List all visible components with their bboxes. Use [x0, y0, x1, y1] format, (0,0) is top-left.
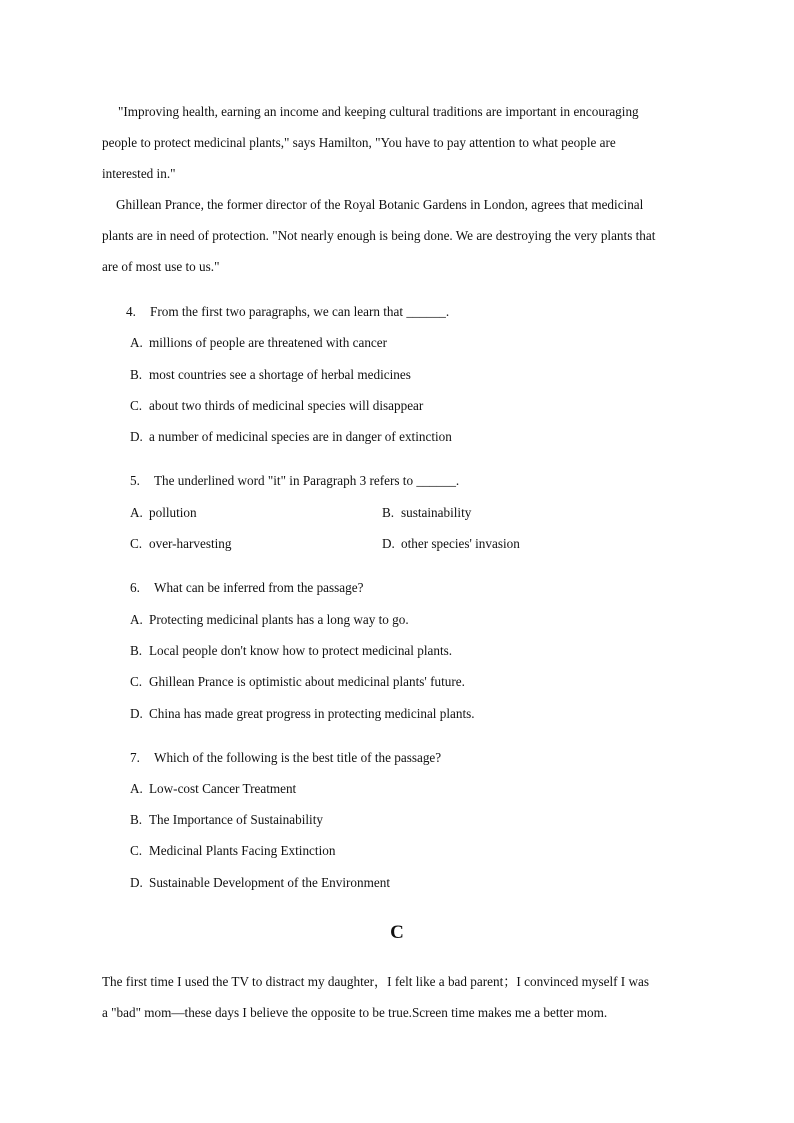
question-7-option-b: [130, 811, 323, 829]
option-text: millions of people are threatened with cancer: [149, 335, 388, 350]
paragraph-1-line-3: interested in.": [102, 166, 176, 181]
section-c-line-2: a "bad" mom—these days I believe the opposite to be true.Screen time makes me a better mom.: [102, 1005, 608, 1020]
option-text: about two thirds of medicinal species will disappear: [149, 398, 424, 413]
option-letter: A.: [130, 612, 143, 627]
paragraph-2-line-3: are of most use to us.": [102, 259, 220, 274]
option-letter: C.: [130, 843, 143, 858]
option-text: Ghillean Prance is optimistic about medicinal plants' future.: [149, 674, 465, 689]
paragraph-2-line-2: plants are in need of protection. "Not nearly enough is being done. We are destroying the very plants that: [102, 228, 656, 243]
option-text: Medicinal Plants Facing Extinction: [149, 843, 336, 858]
question-text: The underlined word "it" in Paragraph 3 refers to ______.: [154, 473, 460, 488]
question-7-option-d: [130, 874, 390, 892]
option-letter: D.: [130, 706, 143, 721]
option-letter: A.: [130, 781, 143, 796]
question-7-option-a: [130, 780, 296, 798]
question-5-option-b: [382, 504, 471, 522]
paragraph-1-line-1: "Improving health, earning an income and keeping cultural traditions are important in encouraging: [118, 104, 639, 119]
question-text: What can be inferred from the passage?: [154, 580, 364, 595]
option-letter: B.: [130, 367, 143, 382]
option-letter: D.: [130, 875, 143, 890]
option-letter: B.: [130, 643, 143, 658]
section-heading: C: [390, 922, 404, 943]
question-text: From the first two paragraphs, we can learn that ______.: [150, 304, 450, 319]
option-text: other species' invasion: [401, 536, 520, 551]
question-5-option-a: [130, 504, 197, 522]
option-letter: B.: [382, 505, 395, 520]
question-4-stem: [126, 303, 449, 321]
paragraph-1-line-2: people to protect medicinal plants," says Hamilton, "You have to pay attention to what people are: [102, 135, 616, 150]
question-6-option-d: [130, 705, 475, 723]
question-number: 5.: [130, 473, 140, 488]
option-letter: A.: [130, 335, 143, 350]
option-text: a number of medicinal species are in danger of extinction: [149, 429, 452, 444]
question-7-option-c: [130, 842, 335, 860]
question-number: 4.: [126, 304, 136, 319]
option-text: most countries see a shortage of herbal medicines: [149, 367, 411, 382]
option-letter: C.: [130, 398, 143, 413]
option-text: over-harvesting: [149, 536, 232, 551]
option-letter: C.: [130, 536, 143, 551]
question-4-option-b: [130, 366, 411, 384]
option-letter: D.: [130, 429, 143, 444]
option-text: Sustainable Development of the Environment: [149, 875, 390, 890]
option-text: pollution: [149, 505, 197, 520]
question-number: 7.: [130, 750, 140, 765]
question-6-option-c: [130, 673, 465, 691]
option-letter: B.: [130, 812, 143, 827]
option-text: Low-cost Cancer Treatment: [149, 781, 297, 796]
option-letter: C.: [130, 674, 143, 689]
option-text: sustainability: [401, 505, 472, 520]
option-text: Local people don't know how to protect medicinal plants.: [149, 643, 453, 658]
question-text: Which of the following is the best title of the passage?: [154, 750, 442, 765]
option-letter: D.: [382, 536, 395, 551]
question-6-stem: [130, 579, 363, 597]
option-letter: A.: [130, 505, 143, 520]
section-c-line-1: The first time I used the TV to distract my daughter，I felt like a bad parent；I convinced myself I was: [102, 974, 649, 989]
question-7-stem: [130, 749, 441, 767]
question-4-option-a: [130, 334, 387, 352]
paragraph-2-line-1: Ghillean Prance, the former director of the Royal Botanic Gardens in London, agrees that medicinal: [116, 197, 644, 212]
question-4-option-d: [130, 428, 452, 446]
option-text: The Importance of Sustainability: [149, 812, 323, 827]
option-text: China has made great progress in protecting medicinal plants.: [149, 706, 475, 721]
option-text: Protecting medicinal plants has a long way to go.: [149, 612, 409, 627]
question-6-option-a: [130, 611, 409, 629]
question-5-option-c: [130, 535, 232, 553]
question-5-stem: [130, 472, 459, 490]
question-4-option-c: [130, 397, 423, 415]
question-6-option-b: [130, 642, 452, 660]
question-5-option-d: [382, 535, 520, 553]
question-number: 6.: [130, 580, 140, 595]
